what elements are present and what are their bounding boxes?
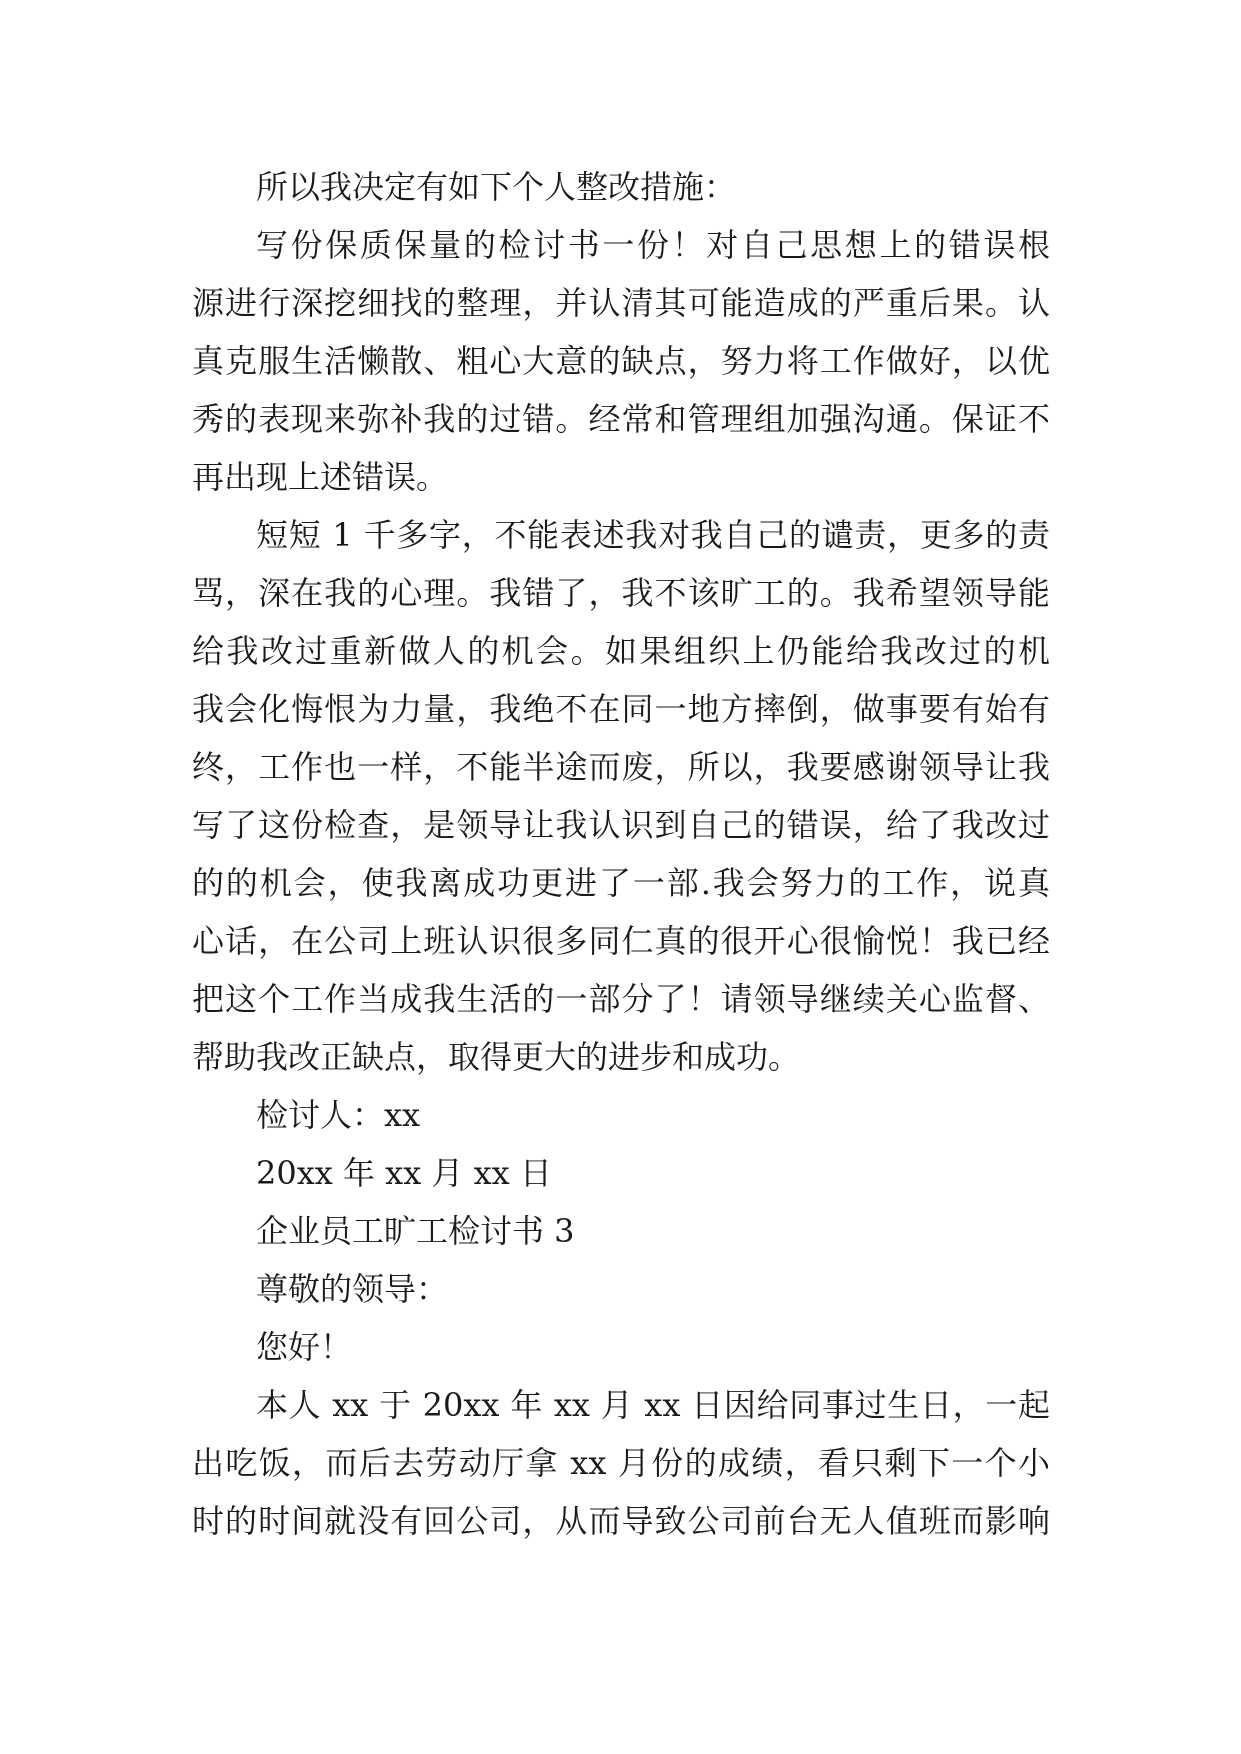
- text-line: 时的时间就没有回公司，从而导致公司前台无人值班而影响: [192, 1502, 1050, 1540]
- text-line: 我会化悔恨为力量，我绝不在同一地方摔倒，做事要有始有: [192, 690, 1050, 728]
- text-line: 给我改过重新做人的机会。如果组织上仍能给我改过的机: [192, 632, 1050, 670]
- text-line: 写份保质保量的检讨书一份！对自己思想上的错误根: [256, 226, 1050, 264]
- text-line: 的的机会，使我离成功更进了一部.我会努力的工作，说真: [192, 864, 1050, 902]
- text-line: 尊敬的领导：: [256, 1270, 449, 1308]
- text-line: 本人 xx 于 20xx 年 xx 月 xx 日因给同事过生日，一起: [256, 1386, 1050, 1424]
- text-line: 写了这份检查，是领导让我认识到自己的错误，给了我改过: [192, 806, 1050, 844]
- text-line: 真克服生活懒散、粗心大意的缺点，努力将工作做好，以优: [192, 342, 1050, 380]
- text-line: 心话，在公司上班认识很多同仁真的很开心很愉悦！我已经: [192, 922, 1050, 960]
- text-line: 源进行深挖细找的整理，并认清其可能造成的严重后果。认: [192, 284, 1050, 322]
- text-line: 帮助我改正缺点，取得更大的进步和成功。: [192, 1038, 801, 1076]
- text-line: 短短 1 千多字，不能表述我对我自己的谴责，更多的责: [256, 516, 1050, 554]
- text-line: 20xx 年 xx 月 xx 日: [256, 1154, 552, 1192]
- text-line: 把这个工作当成我生活的一部分了！请领导继续关心监督、: [192, 980, 1050, 1018]
- text-line: 骂，深在我的心理。我错了，我不该旷工的。我希望领导能: [192, 574, 1050, 612]
- text-line: 再出现上述错误。: [192, 458, 449, 496]
- text-line: 出吃饭，而后去劳动厅拿 xx 月份的成绩，看只剩下一个小: [192, 1444, 1050, 1482]
- text-line: 企业员工旷工检讨书 3: [256, 1212, 575, 1250]
- text-line: 检讨人：xx: [256, 1096, 421, 1134]
- document-body: [192, 158, 1050, 1550]
- text-line: 所以我决定有如下个人整改措施：: [256, 168, 737, 206]
- text-line: 秀的表现来弥补我的过错。经常和管理组加强沟通。保证不: [192, 400, 1050, 438]
- text-line: 您好！: [256, 1328, 353, 1366]
- text-line: 终，工作也一样，不能半途而废，所以，我要感谢领导让我: [192, 748, 1050, 786]
